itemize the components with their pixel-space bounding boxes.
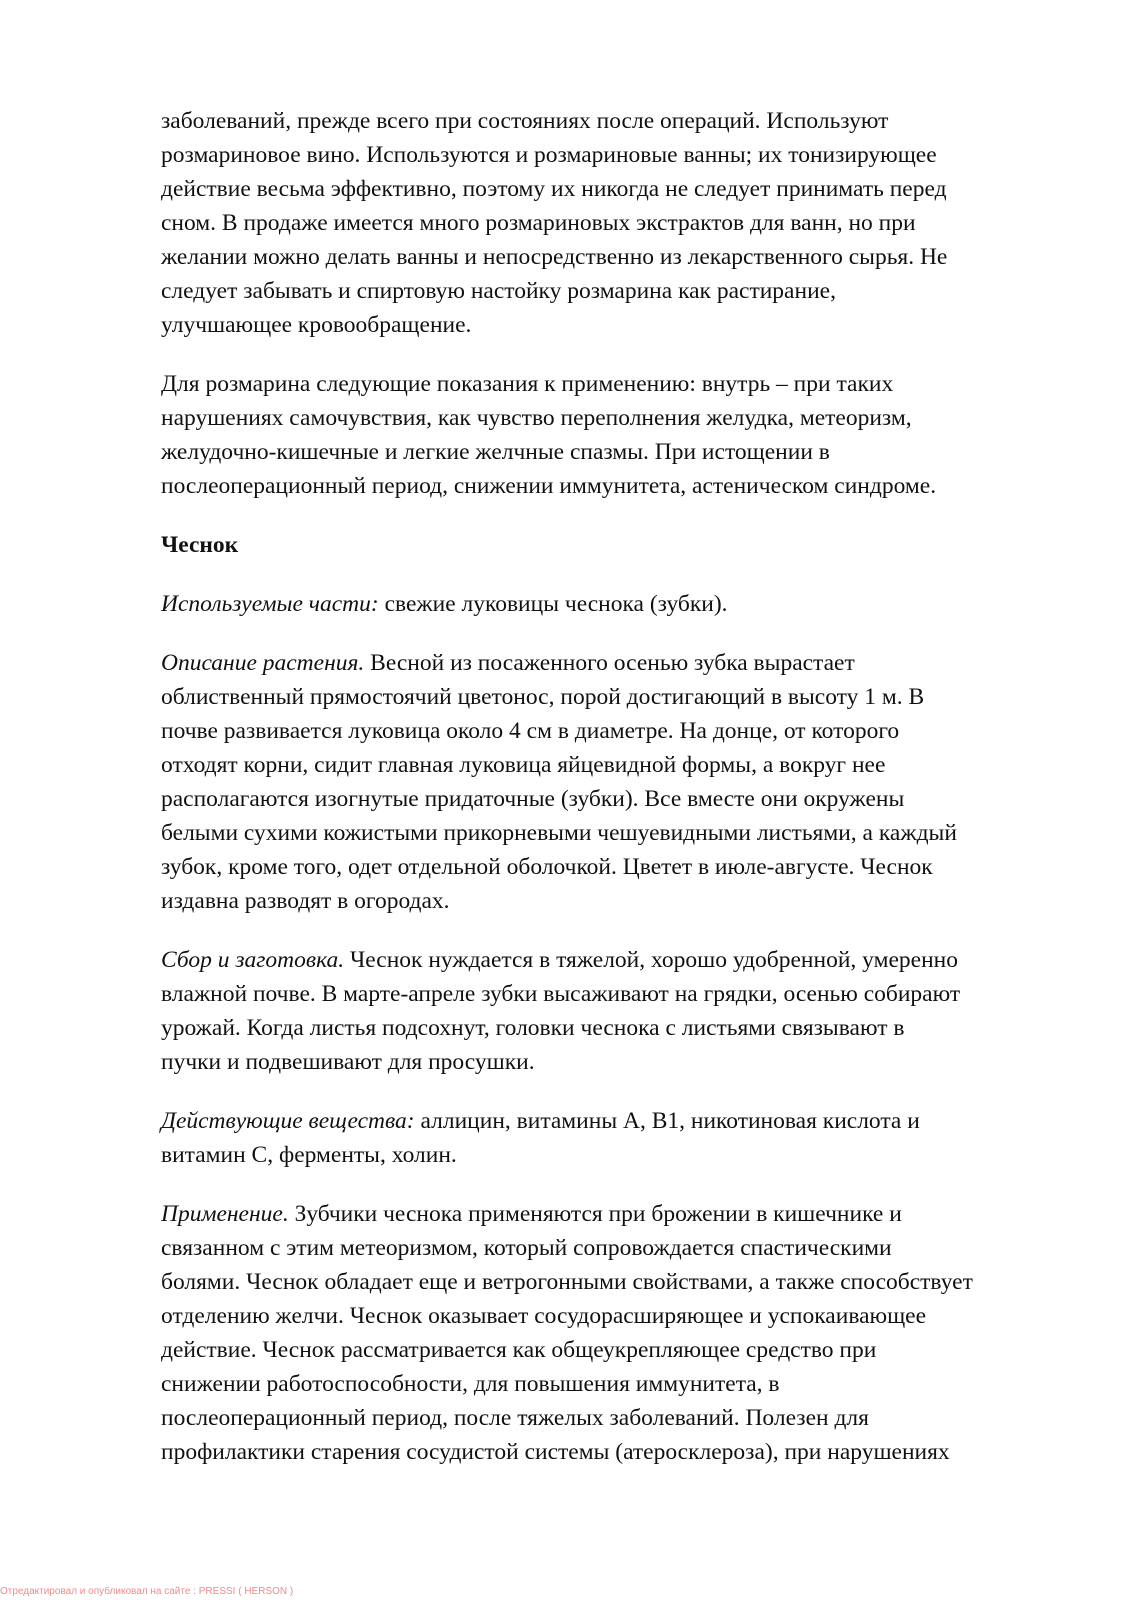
application-label: Применение. [161, 1201, 289, 1227]
text-line: болями. Чеснок обладает еще и ветрогонными свойствами, а также способствует [161, 1269, 973, 1295]
description-first-line: Весной из посаженного осенью зубка вырастает [364, 650, 855, 676]
text-line: связанном с этим метеоризмом, который сопровождается спастическими [161, 1235, 892, 1261]
text-line: сном. В продаже имеется много розмариновых экстрактов для ванн, но при [161, 210, 916, 236]
text-line: издавна разводят в огородах. [161, 888, 450, 914]
text-line: желании можно делать ванны и непосредственно из лекарственного сырья. Не [161, 244, 948, 270]
used-parts-label: Используемые части: [161, 591, 379, 617]
text-line: отходят корни, сидит главная луковица яйцевидной формы, а вокруг нее [161, 752, 886, 778]
paragraph-harvest [161, 943, 1061, 1079]
text-line: послеоперационный период, снижении иммунитета, астеническом синдроме. [161, 473, 937, 499]
text-line: влажной почве. В марте-апреле зубки высаживают на грядки, осенью собирают [161, 981, 961, 1007]
used-parts-text: свежие луковицы чеснока (зубки). [378, 591, 728, 617]
text-line: желудочно-кишечные и легкие желчные спазмы. При истощении в [161, 439, 830, 465]
text-line: действие весьма эффективно, поэтому их никогда не следует принимать перед [161, 176, 947, 202]
text-line: витамин С, ферменты, холин. [161, 1142, 457, 1168]
description-label: Описание растения. [161, 650, 365, 676]
text-line [161, 646, 1061, 680]
text-line: нарушениях самочувствия, как чувство переполнения желудка, метеоризм, [161, 405, 912, 431]
harvest-label: Сбор и заготовка. [161, 947, 345, 973]
text-line: зубок, кроме того, одет отдельной оболочкой. Цветет в июле-августе. Чеснок [161, 854, 933, 880]
text-line: действие. Чеснок рассматривается как общеукрепляющее средство при [161, 1337, 877, 1363]
text-line: отделению желчи. Чеснок оказывает сосудорасширяющее и успокаивающее [161, 1303, 927, 1329]
text-line: пучки и подвешивают для просушки. [161, 1049, 535, 1075]
text-line: урожай. Когда листья подсохнут, головки чеснока с листьями связывают в [161, 1015, 905, 1041]
text-line [161, 587, 1061, 621]
footer-credit: Отредактировал и опубликовал на сайте : PRESSI ( HERSON ) [0, 1586, 294, 1597]
document-page [161, 104, 1061, 1494]
text-line: располагаются изогнутые придаточные (зубки). Все вместе они окружены [161, 786, 905, 812]
substances-first-line: аллицин, витамины А, В1, никотиновая кислота и [414, 1108, 920, 1134]
substances-label: Действующие вещества: [161, 1108, 415, 1134]
text-line: улучшающее кровообращение. [161, 312, 472, 338]
text-line: Для розмарина следующие показания к применению: внутрь – при таких [161, 371, 894, 397]
text-line: следует забывать и спиртовую настойку розмарина как растирание, [161, 278, 836, 304]
application-first-line: Зубчики чеснока применяются при брожении в кишечнике и [288, 1201, 902, 1227]
paragraph-rosemary-usage [161, 104, 1061, 342]
text-line [161, 943, 1061, 977]
paragraph-description [161, 646, 1061, 918]
text-line: почве развивается луковица около 4 см в диаметре. На донце, от которого [161, 718, 900, 744]
text-line: профилактики старения сосудистой системы (атеросклероза), при нарушениях [161, 1439, 950, 1465]
text-line: облиственный прямостоячий цветонос, порой достигающий в высоту 1 м. В [161, 684, 925, 710]
text-line [161, 1104, 1061, 1138]
paragraph-application [161, 1197, 1061, 1469]
text-line: снижении работоспособности, для повышения иммунитета, в [161, 1371, 780, 1397]
harvest-first-line: Чеснок нуждается в тяжелой, хорошо удобренной, умеренно [344, 947, 958, 973]
text-line: белыми сухими кожистыми прикорневыми чешуевидными листьями, а каждый [161, 820, 957, 846]
text-line [161, 1197, 1061, 1231]
paragraph-used-parts [161, 587, 1061, 621]
text-line: заболеваний, прежде всего при состояниях после операций. Используют [161, 108, 889, 134]
paragraph-rosemary-indications [161, 367, 1061, 503]
heading-text: Чеснок [161, 532, 239, 558]
section-heading-garlic [161, 528, 1061, 562]
paragraph-substances [161, 1104, 1061, 1172]
text-line: послеоперационный период, после тяжелых заболеваний. Полезен для [161, 1405, 869, 1431]
text-line: розмариновое вино. Используются и розмариновые ванны; их тонизирующее [161, 142, 937, 168]
